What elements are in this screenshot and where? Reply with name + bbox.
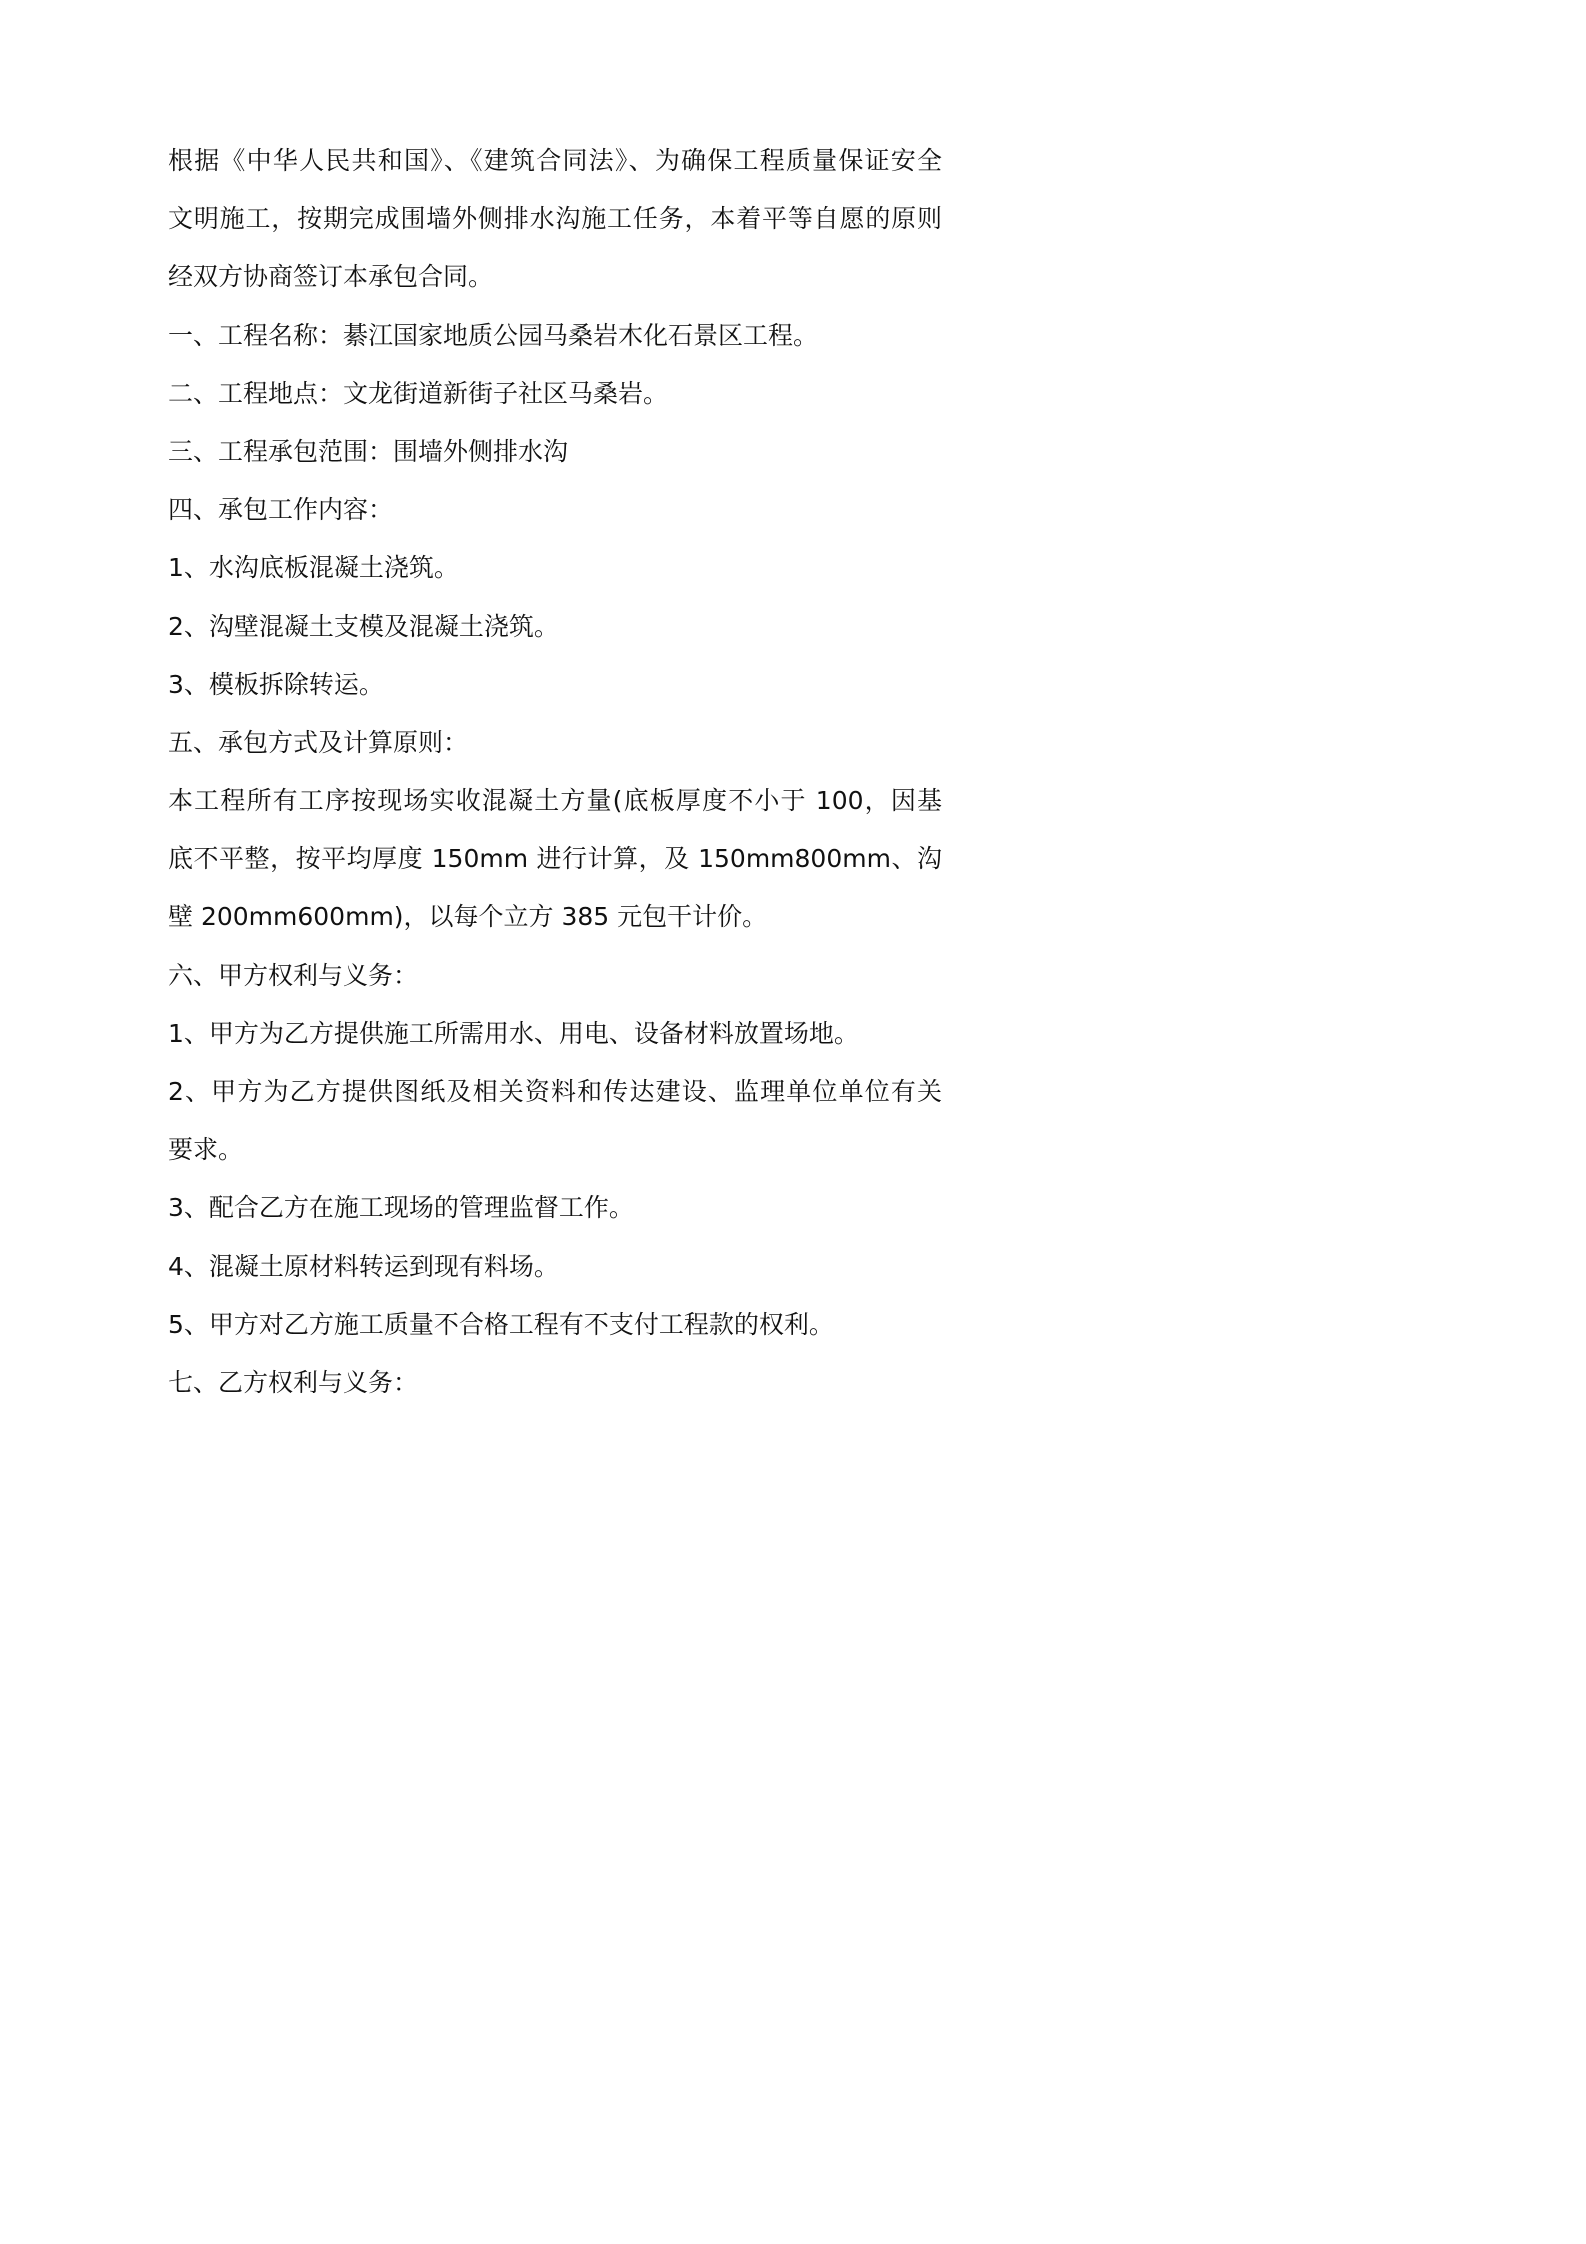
pricing-text-line-3: 壁 200mm600mm)，以每个立方 385 元包干计价。 bbox=[168, 902, 768, 932]
preamble-line-3: 经双方协商签订本承包合同。 bbox=[168, 262, 494, 292]
section-contract-scope: 三、工程承包范围：围墙外侧排水沟 bbox=[168, 436, 569, 466]
work-content-item-3: 3、模板拆除转运。 bbox=[168, 669, 384, 699]
document-body bbox=[168, 132, 942, 1412]
party-a-item-4: 4、混凝土原材料转运到现有料场。 bbox=[168, 1251, 559, 1281]
section-party-b-heading: 七、乙方权利与义务： bbox=[168, 1367, 419, 1397]
pricing-text-line-2: 底不平整，按平均厚度 150mm 进行计算，及 150mm800mm、沟 bbox=[168, 844, 942, 874]
party-a-item-2-line-2: 要求。 bbox=[168, 1135, 244, 1165]
section-project-name: 一、工程名称：綦江国家地质公园马桑岩木化石景区工程。 bbox=[168, 320, 819, 350]
section-pricing-heading: 五、承包方式及计算原则： bbox=[168, 727, 469, 757]
section-party-a-heading: 六、甲方权利与义务： bbox=[168, 960, 419, 990]
party-a-item-5: 5、甲方对乙方施工质量不合格工程有不支付工程款的权利。 bbox=[168, 1309, 834, 1339]
preamble-line-1: 根据《中华人民共和国》、《建筑合同法》、为确保工程质量保证安全 bbox=[168, 146, 942, 175]
section-project-location: 二、工程地点：文龙街道新街子社区马桑岩。 bbox=[168, 378, 669, 408]
party-a-item-3: 3、配合乙方在施工现场的管理监督工作。 bbox=[168, 1193, 634, 1223]
section-work-content-heading: 四、承包工作内容： bbox=[168, 495, 394, 525]
party-a-item-2-line-1: 2、甲方为乙方提供图纸及相关资料和传达建设、监理单位单位有关 bbox=[168, 1077, 942, 1106]
pricing-text-line-1: 本工程所有工序按现场实收混凝土方量(底板厚度不小于 100，因基 bbox=[168, 786, 942, 816]
party-a-item-1: 1、甲方为乙方提供施工所需用水、用电、设备材料放置场地。 bbox=[168, 1018, 859, 1048]
preamble-line-2: 文明施工，按期完成围墙外侧排水沟施工任务，本着平等自愿的原则 bbox=[168, 204, 942, 234]
work-content-item-2: 2、沟壁混凝土支模及混凝土浇筑。 bbox=[168, 611, 559, 641]
work-content-item-1: 1、水沟底板混凝土浇筑。 bbox=[168, 553, 459, 583]
